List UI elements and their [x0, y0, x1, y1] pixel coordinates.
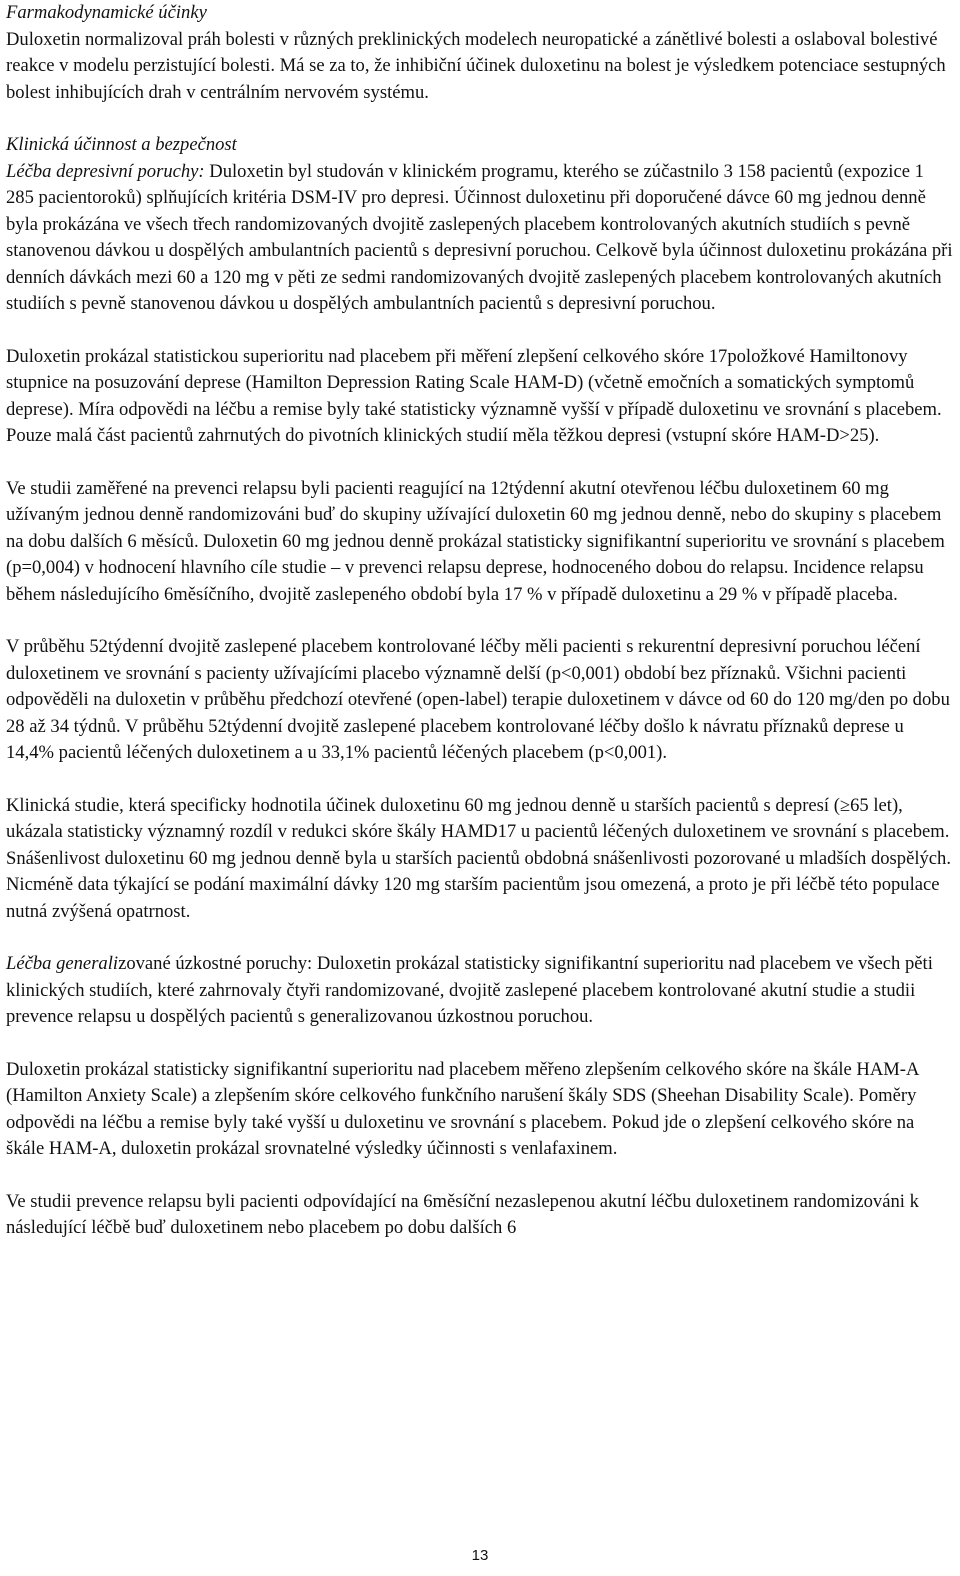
paragraph-gap — [6, 925, 954, 951]
paragraph-ham-a: Duloxetin prokázal statisticky signifikantní superioritu nad placebem měřeno zlepšením celkového skóre na škále HAM-A (Hamilton Anxiety Scale) a zlepšením skóre celkového funkčního narušení škály SDS (Sheehan Disability Scale). Poměry odpovědi na léčbu a remise byly také vyšší u duloxetinu ve srovnání s placebem. Pokud jde o zlepšení celkového skóre na škále HAM-A, duloxetin prokázal srovnatelné výsledky účinnosti s venlafaxinem. — [6, 1058, 919, 1159]
paragraph-gad-relapse: Ve studii prevence relapsu byli pacienti odpovídající na 6měsíční nezaslepenou akutní léčbu duloxetinem randomizováni k následující léčbě buď duloxetinem nebo placebem po dobu dalších 6 — [6, 1190, 919, 1238]
paragraph-gap — [6, 106, 954, 132]
paragraph-hamd: Duloxetin prokázal statistickou superioritu nad placebem při měření zlepšení celkového skóre 17položkové Hamiltonovy stupnice na posuzování deprese (Hamilton Depression Rating Scale HAM-D) (včetně emočních a somatických symptomů deprese). Míra odpovědi na léčbu a remise byly také statisticky významně vyšší v případě duloxetinu ve srovnání s placebem. Pouze malá část pacientů zahrnutých do pivotních klinických studií měla těžkou depresi (vstupní skóre HAM-D>25). — [6, 345, 942, 446]
paragraph-elderly-study: Klinická studie, která specificky hodnotila účinek duloxetinu 60 mg jednou denně u starších pacientů s depresí (≥65 let), ukázala statisticky významný rozdíl v redukci skóre škály HAMD17 u pacientů léčených duloxetinem ve srovnání s placebem. Snášenlivost duloxetinu 60 mg jednou denně byla u starších pacientů obdobná snášenlivosti pozorované u mladších dospělých. Nicméně data týkající se podání maximální dávky 120 mg starším pacientům jsou omezená, a proto je při léčbě této populace nutná zvýšená opatrnost. — [6, 794, 952, 922]
paragraph-depression-treatment — [6, 159, 954, 318]
paragraph-relapse-prevention: Ve studii zaměřené na prevenci relapsu byli pacienti reagující na 12týdenní akutní otevřenou léčbu duloxetinem 60 mg užívaným jednou denně randomizováni buď do skupiny užívající duloxetin 60 mg jednou denně, nebo do skupiny s placebem na dobu dalších 6 měsíců. Duloxetin 60 mg jednou denně prokázal statisticky signifikantní superioritu ve srovnání s placebem (p=0,004) v hodnocení hlavního cíle studie – v prevenci relapsu deprese, hodnoceného dobou do relapsu. Incidence relapsu během následujícího 6měsíčního, dvojitě zaslepeného období byla 17 % v případě duloxetinu a 29 % v případě placeba. — [6, 477, 945, 605]
paragraph-gad-treatment — [6, 951, 954, 1031]
lead-gad-treatment: Léčba generali — [6, 953, 119, 974]
text-depression-treatment: Duloxetin byl studován v klinickém programu, kterého se zúčastnilo 3 158 pacientů (expozice 1 285 pacientoroků) splňujících kritéria DSM-IV pro depresi. Účinnost duloxetinu při doporučené dávce 60 mg jednou denně byla prokázána ve všech třech randomizovaných dvojitě zaslepených placebem kontrolovaných akutních studiích s pevně stanovenou dávkou u dospělých ambulantních pacientů s depresivní poruchou. Celkově byla účinnost duloxetinu prokázána při denních dávkách mezi 60 a 120 mg v pěti ze sedmi randomizovaných dvojitě zaslepených placebem kontrolovaných akutních studiích s pevně stanovenou dávkou u dospělých ambulantních pacientů s depresivní poruchou. — [6, 160, 953, 314]
paragraph-gap — [6, 608, 954, 634]
paragraph-pharmacodynamics: Duloxetin normalizoval práh bolesti v různých preklinických modelech neuropatické a zánětlivé bolesti a oslaboval bolestivé reakce v modelu perzistující bolesti. Má se za to, že inhibiční účinek duloxetinu na bolest je výsledkem potenciace sestupných bolest inhibujících drah v centrálním nervovém systému. — [6, 28, 946, 103]
paragraph-gap — [6, 318, 954, 344]
heading-clinical-efficacy: Klinická účinnost a bezpečnost — [6, 134, 237, 155]
heading-pharmacodynamics: Farmakodynamické účinky — [6, 2, 207, 23]
lead-depression-treatment: Léčba depresivní poruchy: — [6, 160, 205, 182]
document-page — [6, 0, 954, 1242]
paragraph-gap — [6, 1163, 954, 1189]
paragraph-gap — [6, 450, 954, 476]
paragraph-gap — [6, 1031, 954, 1057]
page-number: 13 — [471, 1547, 489, 1564]
paragraph-52-week-study: V průběhu 52týdenní dvojitě zaslepené placebem kontrolované léčby měli pacienti s rekurentní depresivní poruchou léčení duloxetinem ve srovnání s pacienty užívajícími placebo významně delší (p<0,001) období bez příznaků. Všichni pacienti odpověděli na duloxetin v průběhu předchozí otevřené (open-label) terapie duloxetinem v dávce od 60 do 120 mg/den po dobu 28 až 34 týdnů. V průběhu 52týdenní dvojitě zaslepené placebem kontrolované léčby došlo k návratu příznaků deprese u 14,4% pacientů léčených duloxetinem a u 33,1% pacientů léčených placebem (p<0,001). — [6, 636, 950, 763]
paragraph-gap — [6, 767, 954, 793]
text-gad-treatment: zované úzkostné poruchy: Duloxetin prokázal statisticky signifikantní superioritu nad placebem ve všech pěti klinických studiích, které zahrnovaly čtyři randomizované, dvojitě zaslepené placebem kontrolované akutní studie a studii prevence relapsu u dospělých pacientů s generalizovanou úzkostnou poruchou. — [6, 953, 933, 1027]
